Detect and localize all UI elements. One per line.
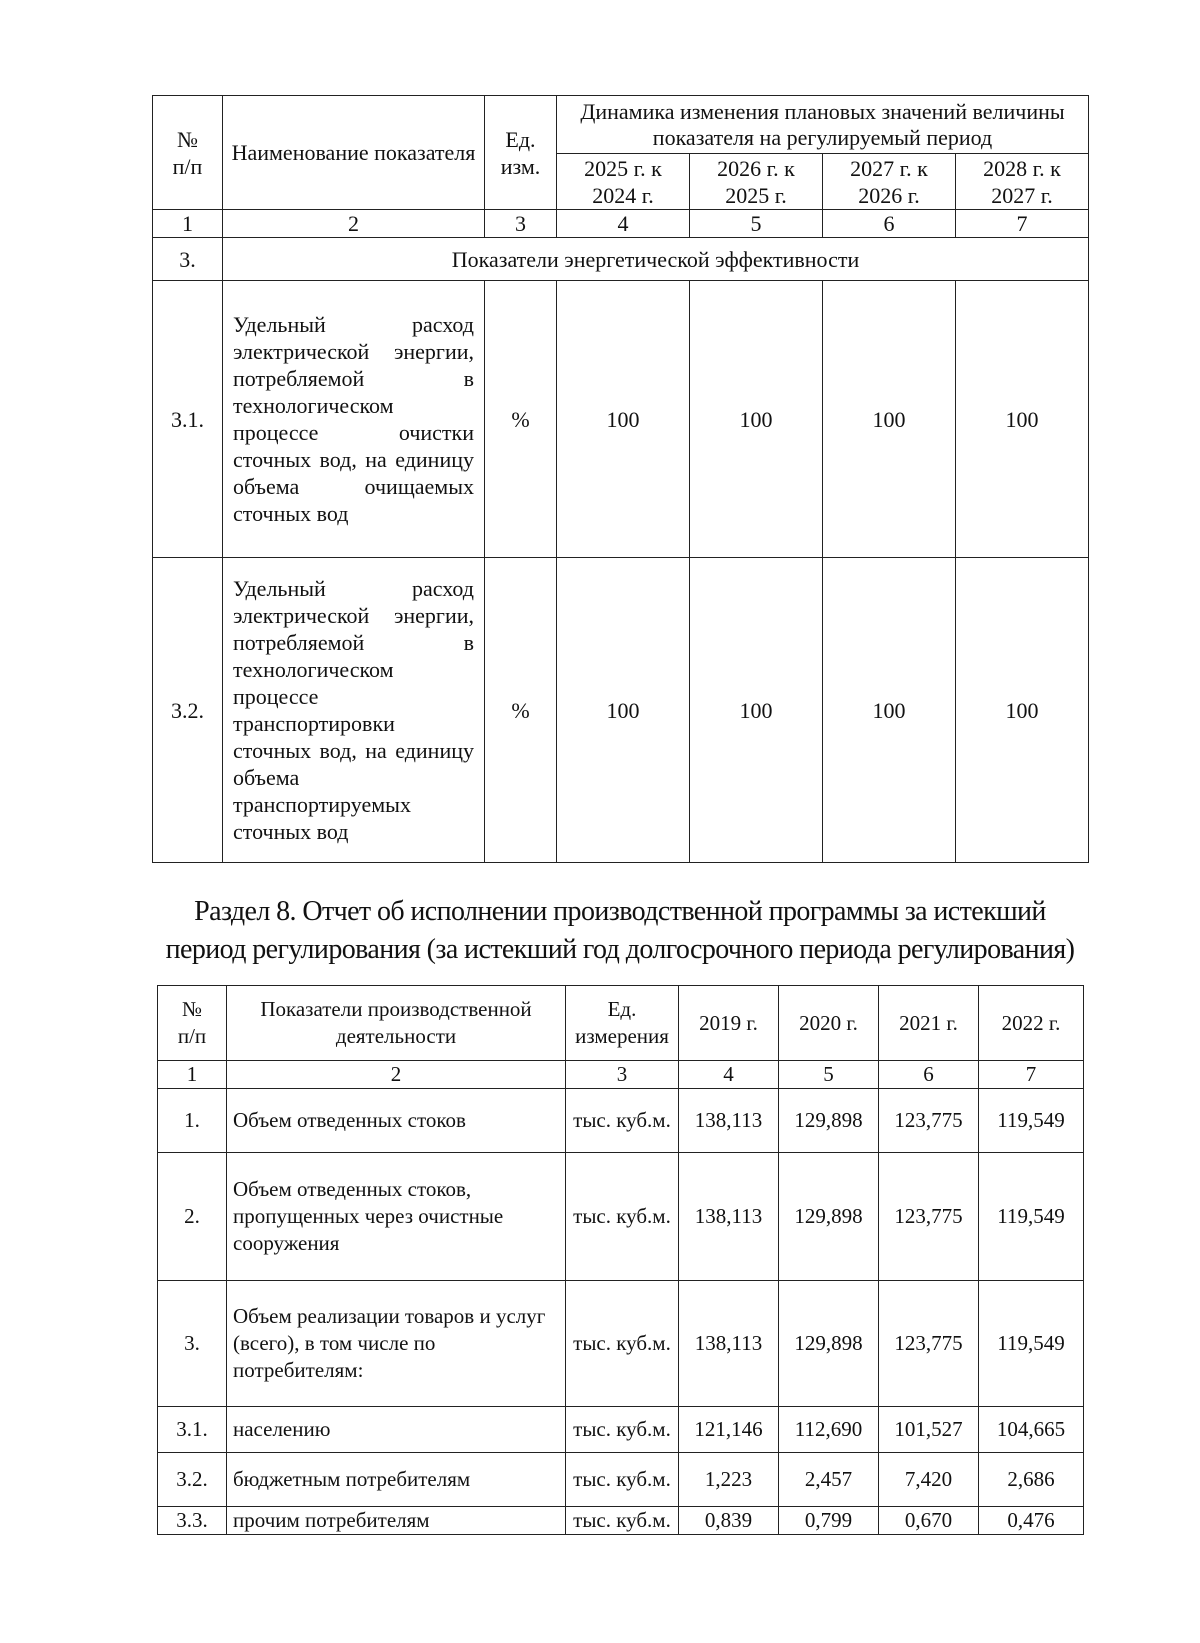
column-number: 5 (779, 1061, 879, 1089)
table-row (153, 281, 1089, 558)
header-period: 2025 г. к 2024 г. (557, 154, 690, 210)
row-name: Объем реализации товаров и услуг (всего), в том числе по потребителям: (227, 1281, 566, 1407)
row-unit: тыс. куб.м. (566, 1453, 679, 1507)
row-number: 3.1. (158, 1407, 227, 1453)
column-number: 7 (956, 210, 1089, 238)
row-number: 3.3. (158, 1507, 227, 1535)
row-value: 0,799 (779, 1507, 879, 1535)
header-period: 2027 г. к 2026 г. (823, 154, 956, 210)
table-row (158, 1153, 1084, 1281)
row-value: 129,898 (779, 1089, 879, 1153)
header-period: 2026 г. к 2025 г. (690, 154, 823, 210)
row-value: 123,775 (879, 1281, 979, 1407)
row-value: 119,549 (979, 1281, 1084, 1407)
table-row (158, 1281, 1084, 1407)
row-number: 2. (158, 1153, 227, 1281)
row-value: 138,113 (679, 1281, 779, 1407)
section-8-line2: период регулирования (за истекший год долгосрочного периода регулирования) (165, 934, 1075, 965)
header-dynamics: Динамика изменения плановых значений величины показателя на регулируемый период (557, 96, 1089, 154)
column-number: 1 (158, 1061, 227, 1089)
section-number: 3. (153, 238, 223, 281)
row-value: 119,549 (979, 1153, 1084, 1281)
row-value: 129,898 (779, 1281, 879, 1407)
row-value: 100 (823, 558, 956, 863)
row-value: 121,146 (679, 1407, 779, 1453)
row-value: 100 (557, 281, 690, 558)
row-value: 100 (823, 281, 956, 558)
row-value: 7,420 (879, 1453, 979, 1507)
row-number: 3.1. (153, 281, 223, 558)
row-value: 0,839 (679, 1507, 779, 1535)
row-value: 123,775 (879, 1089, 979, 1153)
column-number: 6 (823, 210, 956, 238)
row-unit: тыс. куб.м. (566, 1407, 679, 1453)
row-unit: тыс. куб.м. (566, 1507, 679, 1535)
row-unit: тыс. куб.м. (566, 1281, 679, 1407)
row-unit: тыс. куб.м. (566, 1153, 679, 1281)
table-row (158, 1407, 1084, 1453)
column-number: 3 (566, 1061, 679, 1089)
row-name: прочим потребителям (227, 1507, 566, 1535)
row-unit: % (485, 558, 557, 863)
column-number: 7 (979, 1061, 1084, 1089)
production-report-table (157, 985, 1084, 1535)
row-number: 3. (158, 1281, 227, 1407)
column-number: 5 (690, 210, 823, 238)
column-number: 2 (227, 1061, 566, 1089)
row-name: Удельный расход электрической энергии, потребляемой в технологическом процессе очистки сточных вод, на единицу объема очищаемых сточных вод (223, 281, 485, 558)
row-unit: тыс. куб.м. (566, 1089, 679, 1153)
column-number: 2 (223, 210, 485, 238)
row-value: 0,476 (979, 1507, 1084, 1535)
row-value: 2,686 (979, 1453, 1084, 1507)
header-year: 2021 г. (879, 986, 979, 1061)
row-value: 100 (557, 558, 690, 863)
table-row (158, 1089, 1084, 1153)
header-name: Наименование показателя (223, 96, 485, 210)
row-value: 2,457 (779, 1453, 879, 1507)
row-name: Удельный расход электрической энергии, потребляемой в технологическом процессе транспортировки сточных вод, на единицу объема транспортируемых сточных вод (223, 558, 485, 863)
column-number: 1 (153, 210, 223, 238)
section-title: Показатели энергетической эффективности (223, 238, 1089, 281)
row-value: 138,113 (679, 1153, 779, 1281)
row-unit: % (485, 281, 557, 558)
header-year: 2022 г. (979, 986, 1084, 1061)
header-name: Показатели производственной деятельности (227, 986, 566, 1061)
header-no: № п/п (153, 96, 223, 210)
header-year: 2019 г. (679, 986, 779, 1061)
row-value: 100 (690, 281, 823, 558)
header-unit: Ед. измерения (566, 986, 679, 1061)
column-number: 4 (557, 210, 690, 238)
row-name: Объем отведенных стоков, пропущенных через очистные сооружения (227, 1153, 566, 1281)
row-value: 100 (956, 558, 1089, 863)
column-number: 3 (485, 210, 557, 238)
header-unit: Ед. изм. (485, 96, 557, 210)
row-value: 129,898 (779, 1153, 879, 1281)
table-row (158, 1507, 1084, 1535)
row-number: 3.2. (158, 1453, 227, 1507)
section-8-heading (160, 893, 1080, 969)
section-8-line1: Раздел 8. Отчет об исполнении производственной программы за истекший (194, 896, 1046, 927)
energy-efficiency-table (152, 95, 1089, 863)
row-name: бюджетным потребителям (227, 1453, 566, 1507)
row-value: 123,775 (879, 1153, 979, 1281)
row-name: Объем отведенных стоков (227, 1089, 566, 1153)
row-value: 100 (956, 281, 1089, 558)
row-value: 112,690 (779, 1407, 879, 1453)
row-value: 0,670 (879, 1507, 979, 1535)
row-value: 104,665 (979, 1407, 1084, 1453)
row-number: 3.2. (153, 558, 223, 863)
table-row (153, 558, 1089, 863)
header-no: № п/п (158, 986, 227, 1061)
row-value: 1,223 (679, 1453, 779, 1507)
column-number: 4 (679, 1061, 779, 1089)
column-number: 6 (879, 1061, 979, 1089)
header-year: 2020 г. (779, 986, 879, 1061)
row-name: населению (227, 1407, 566, 1453)
row-value: 138,113 (679, 1089, 779, 1153)
table-row (158, 1453, 1084, 1507)
row-value: 100 (690, 558, 823, 863)
row-value: 119,549 (979, 1089, 1084, 1153)
row-value: 101,527 (879, 1407, 979, 1453)
header-period: 2028 г. к 2027 г. (956, 154, 1089, 210)
row-number: 1. (158, 1089, 227, 1153)
